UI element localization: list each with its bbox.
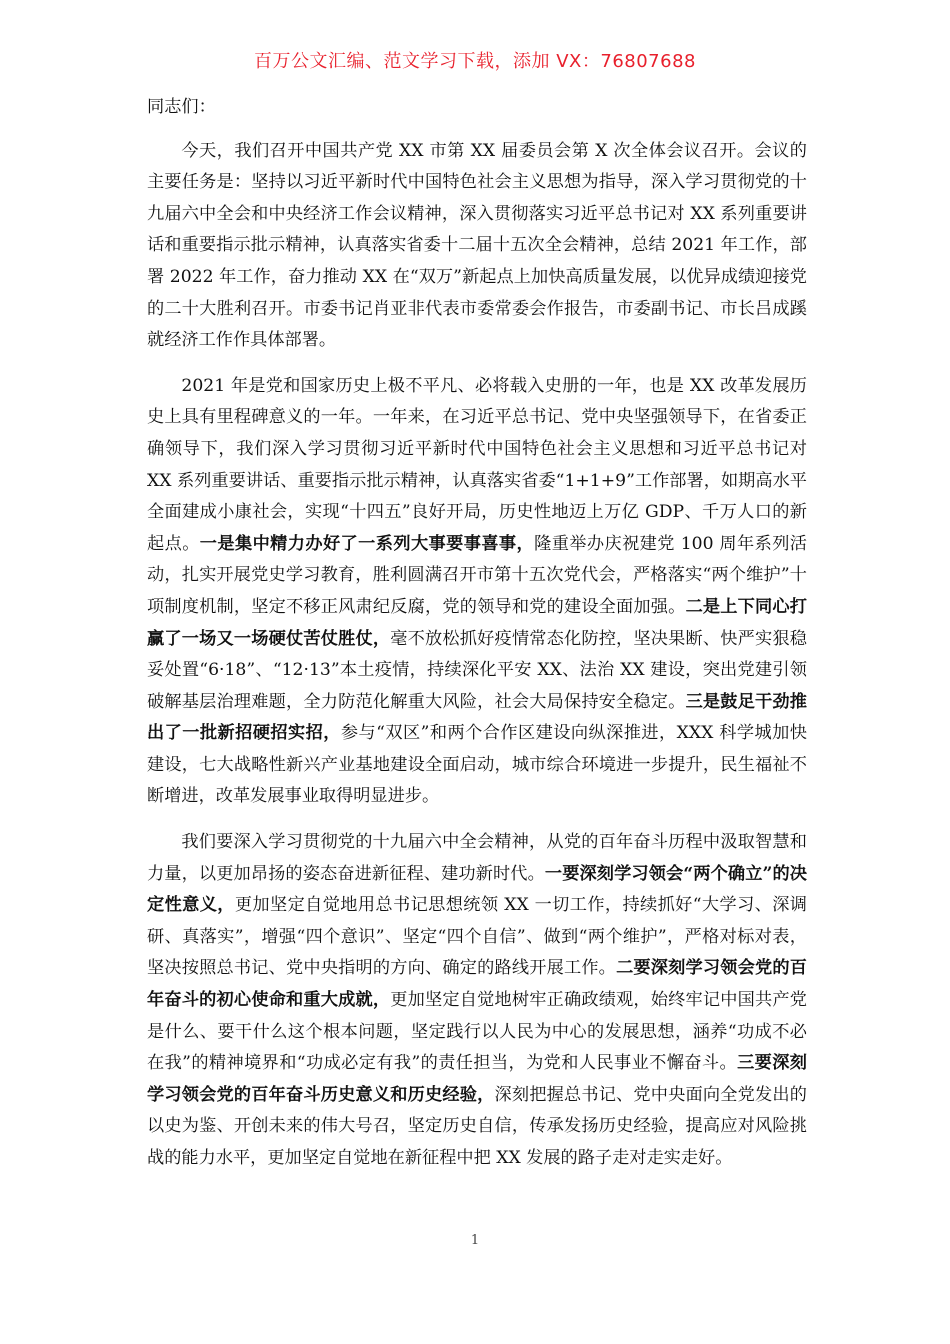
text-run: 隆重举办庆祝建党 100 周年系列活动，扎实开展党史学习教育，胜利圆满召开市第十五次党代会，严格落实“两个维护”十项制度机制，坚定不移正风肃纪反腐，党的领导和党的建设全面加强。	[147, 533, 807, 617]
text-run: 参与“双区”和两个合作区建设向纵深推进，XXX 科学城加快建设，七大战略性新兴产业基地建设全面启动，城市综合环境进一步提升，民生福祉不断增进，改革发展事业取得明显进步。	[147, 723, 807, 807]
document-body	[147, 92, 807, 1189]
highlight-run: 二是上下同心打赢了一场又一场硬仗苦仗胜仗，	[147, 596, 807, 649]
highlight-run: 二要深刻学习领会党的百年奋斗的初心使命和重大成就，	[147, 958, 807, 1011]
text-run: 2021 年是党和国家历史上极不平凡、必将载入史册的一年，也是 XX 改革发展历史上具有里程碑意义的一年。一年来，在习近平总书记、党中央坚强领导下，在省委正确领导下，我们深入学习贯彻习近平新时代中国特色社会主义思想和习近平总书记对 XX 系列重要讲话、重要指示批示精神，认真落实省委“1+1+9”工作部署，如期高水平全面建成小康社会，实现“十四五”良好开局，历史性地迈上万亿 GDP、千万人口的新起点。	[147, 375, 807, 554]
text-run: 毫不放松抓好疫情常态化防控，坚决果断、快严实狠稳妥处置“6·18”、“12·13”本土疫情，持续深化平安 XX、法治 XX 建设，突出党建引领破解基层治理难题，全力防范化解重大风险，社会大局保持安全稳定。	[147, 628, 807, 712]
text-run: 我们要深入学习贯彻党的十九届六中全会精神，从党的百年奋斗历程中汲取智慧和力量，以更加昂扬的姿态奋进新征程、建功新时代。	[147, 832, 807, 884]
text-run: 今天，我们召开中国共产党 XX 市第 XX 届委员会第 X 次全体会议召开。会议的主要任务是：坚持以习近平新时代中国特色社会主义思想为指导，深入学习贯彻党的十九届六中全会和中央经济工作会议精神，深入贯彻落实习近平总书记对 XX 系列重要讲话和重要指示批示精神，认真落实省委十二届十五次全会精神，总结 2021 年工作，部署 2022 年工作，奋力推动 XX 在“双万”新起点上加快高质量发展，以优异成绩迎接党的二十大胜利召开。市委书记肖亚非代表市委常委会作报告，市委副书记、市长吕成蹊就经济工作作具体部署。	[147, 140, 807, 351]
promo-header: 百万公文汇编、范文学习下载，添加 VX：76807688	[254, 51, 696, 72]
highlight-run: 三要深刻学习领会党的百年奋斗历史意义和历史经验，	[147, 1053, 807, 1105]
paragraph	[147, 827, 807, 1175]
highlight-run: 一是集中精力办好了一系列大事要事喜事，	[199, 533, 535, 554]
page-number: 1	[470, 1233, 480, 1248]
highlight-run: 三是鼓足干劲推出了一批新招硬招实招，	[147, 691, 807, 744]
text-run: 更加坚定自觉地树牢正确政绩观，始终牢记中国共产党是什么、要干什么这个根本问题，坚定践行以人民为中心的发展思想，涵养“功成不必在我”的精神境界和“功成必定有我”的责任担当，为党和人民事业不懈奋斗。	[147, 990, 807, 1074]
highlight-run: 一要深刻学习领会“两个确立”的决定性意义，	[147, 863, 807, 916]
text-run: 更加坚定自觉地用总书记思想统领 XX 一切工作，持续抓好“大学习、深调研、真落实”，增强“四个意识”、坚定“四个自信”、做到“两个维护”，严格对标对表，坚决按照总书记、党中央指明的方向、确定的路线开展工作。	[147, 895, 807, 979]
salutation: 同志们：	[147, 97, 216, 117]
paragraph-list	[147, 136, 807, 1175]
paragraph	[147, 371, 807, 813]
paragraph	[147, 136, 807, 357]
text-run: 深刻把握总书记、党中央面向全党发出的以史为鉴、开创未来的伟大号召，坚定历史自信，传承发扬历史经验，提高应对风险挑战的能力水平，更加坚定自觉地在新征程中把 XX 发展的路子走对走实走好。	[147, 1084, 807, 1168]
